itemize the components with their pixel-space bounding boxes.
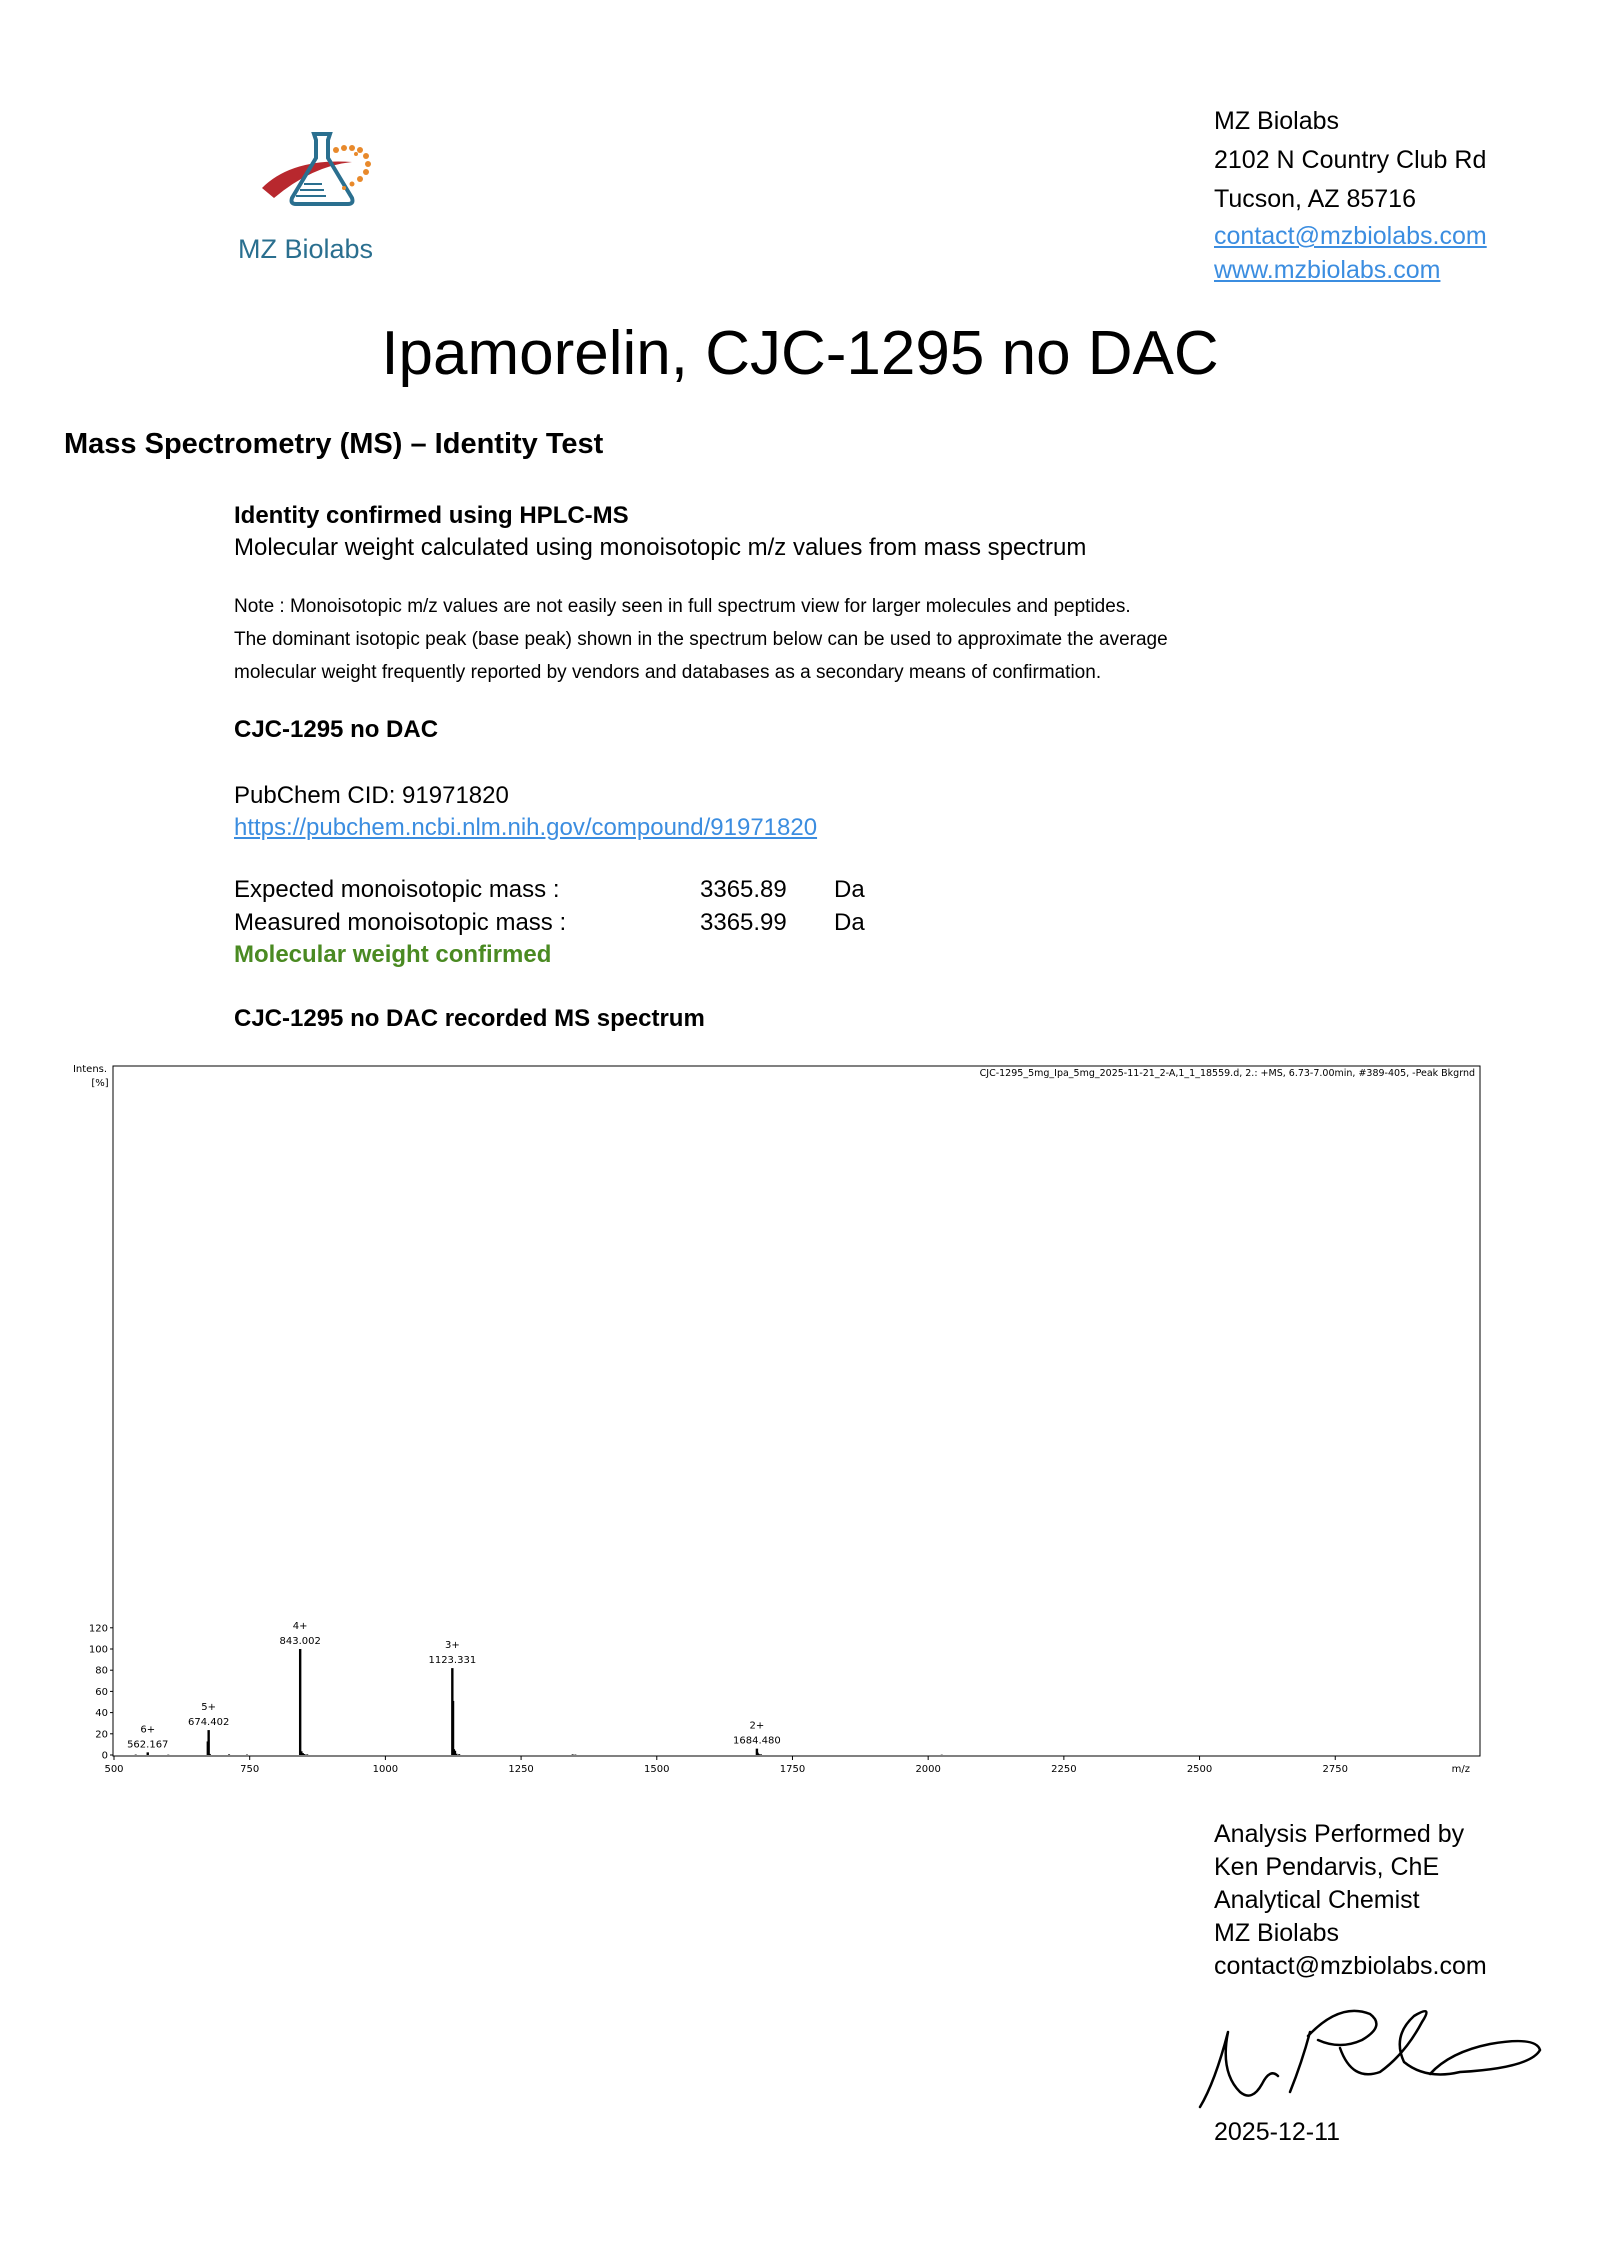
- result-status: Molecular weight confirmed: [234, 941, 552, 968]
- x-tick-label: 2000: [915, 1764, 941, 1775]
- y-axis-label: Intens.: [72, 1064, 108, 1075]
- company-address: [1214, 102, 1487, 287]
- email-link[interactable]: contact@mzbiolabs.com: [1214, 222, 1487, 250]
- x-tick-label: 500: [104, 1764, 124, 1775]
- address-line-name: MZ Biolabs: [1214, 107, 1340, 135]
- expected-mass-value: 3365.89: [700, 876, 787, 903]
- spectrum-heading: CJC-1295 no DAC recorded MS spectrum: [234, 1005, 705, 1032]
- y-axis-unit: [%]: [91, 1078, 109, 1089]
- x-tick-label: 1500: [644, 1764, 670, 1775]
- compound-name: CJC-1295 no DAC: [234, 716, 439, 743]
- company-logo: [232, 128, 402, 278]
- document-title: Ipamorelin, CJC-1295 no DAC: [381, 319, 1219, 388]
- peak-charge-label: 5+: [201, 1702, 217, 1714]
- y-tick-label: 120: [88, 1623, 108, 1635]
- measured-mass-row: [234, 906, 1434, 939]
- identity-subtext: Molecular weight calculated using monoisotopic m/z values from mass spectrum: [234, 534, 1087, 561]
- logo-text: MZ Biolabs: [238, 234, 374, 264]
- y-tick-label: 40: [95, 1708, 108, 1720]
- report-date: 2025-12-11: [1214, 2118, 1341, 2146]
- y-tick-label: 100: [88, 1644, 108, 1656]
- note-line: molecular weight frequently reported by vendors and databases as a secondary means of confirmation.: [234, 662, 1102, 683]
- handwritten-signature: [1190, 1992, 1550, 2112]
- peak-charge-label: 4+: [292, 1621, 308, 1632]
- measured-mass-value: 3365.99: [700, 909, 787, 936]
- x-tick-label: 750: [240, 1764, 260, 1775]
- address-line-city: Tucson, AZ 85716: [1214, 185, 1416, 213]
- peak-charge-label: 6+: [140, 1724, 156, 1736]
- expected-mass-label: Expected monoisotopic mass :: [234, 876, 560, 903]
- x-tick-label: 1000: [372, 1764, 399, 1775]
- x-tick-label: 2250: [1051, 1764, 1077, 1775]
- flask-logo-icon: [252, 128, 402, 228]
- expected-mass-unit: Da: [834, 876, 865, 903]
- peak-charge-label: 2+: [749, 1720, 765, 1732]
- note-line: The dominant isotopic peak (base peak) shown in the spectrum below can be used to approximate the average: [234, 629, 1168, 650]
- pubchem-cid: PubChem CID: 91971820: [234, 782, 509, 809]
- peak-mz-label: 843.002: [279, 1636, 321, 1647]
- peak-charge-label: 3+: [444, 1640, 460, 1652]
- expected-mass-row: [234, 873, 1434, 906]
- analyst-block: [1214, 1818, 1487, 1983]
- peak-mz-label: 1684.480: [733, 1735, 781, 1747]
- x-axis-label: m/z: [1451, 1764, 1470, 1775]
- analyst-line: Analysis Performed by: [1214, 1820, 1465, 1848]
- y-tick-label: 60: [95, 1686, 108, 1698]
- spectrum-header: CJC-1295_5mg_Ipa_5mg_2025-11-21_2-A,1_1_18559.d, 2.: +MS, 6.73-7.00min, #389-405, -Peak Bkgrnd: [979, 1068, 1475, 1079]
- y-tick-label: 20: [95, 1729, 108, 1741]
- peak-mz-label: 562.167: [127, 1739, 169, 1751]
- address-line-street: 2102 N Country Club Rd: [1214, 146, 1487, 174]
- x-tick-label: 1250: [508, 1764, 534, 1775]
- plot-frame: [113, 1066, 1480, 1756]
- analyst-line: Analytical Chemist: [1214, 1886, 1420, 1914]
- section-heading: Mass Spectrometry (MS) – Identity Test: [64, 428, 604, 460]
- analyst-line: MZ Biolabs: [1214, 1919, 1340, 1947]
- website-link[interactable]: www.mzbiolabs.com: [1214, 256, 1441, 284]
- x-tick-label: 1750: [779, 1764, 806, 1775]
- analyst-line: contact@mzbiolabs.com: [1214, 1952, 1487, 1980]
- measured-mass-unit: Da: [834, 909, 865, 936]
- spectrum-svg: [70, 1060, 1500, 1790]
- note-line: Note : Monoisotopic m/z values are not easily seen in full spectrum view for larger molecules and peptides.: [234, 596, 1131, 617]
- peak-mz-label: 1123.331: [428, 1655, 477, 1667]
- x-tick-label: 2500: [1186, 1764, 1213, 1775]
- pubchem-link[interactable]: https://pubchem.ncbi.nlm.nih.gov/compound/91971820: [234, 814, 818, 841]
- report-body: [234, 500, 1434, 1035]
- y-tick-label: 80: [95, 1665, 108, 1677]
- identity-heading: Identity confirmed using HPLC-MS: [234, 502, 629, 529]
- measured-mass-label: Measured monoisotopic mass :: [234, 909, 567, 936]
- x-tick-label: 2750: [1322, 1764, 1348, 1775]
- analyst-line: Ken Pendarvis, ChE: [1214, 1853, 1440, 1881]
- signature-icon: [1190, 1992, 1550, 2112]
- y-tick-label: 0: [101, 1750, 108, 1762]
- peak-mz-label: 674.402: [187, 1717, 230, 1729]
- ms-spectrum-chart: [70, 1060, 1500, 1790]
